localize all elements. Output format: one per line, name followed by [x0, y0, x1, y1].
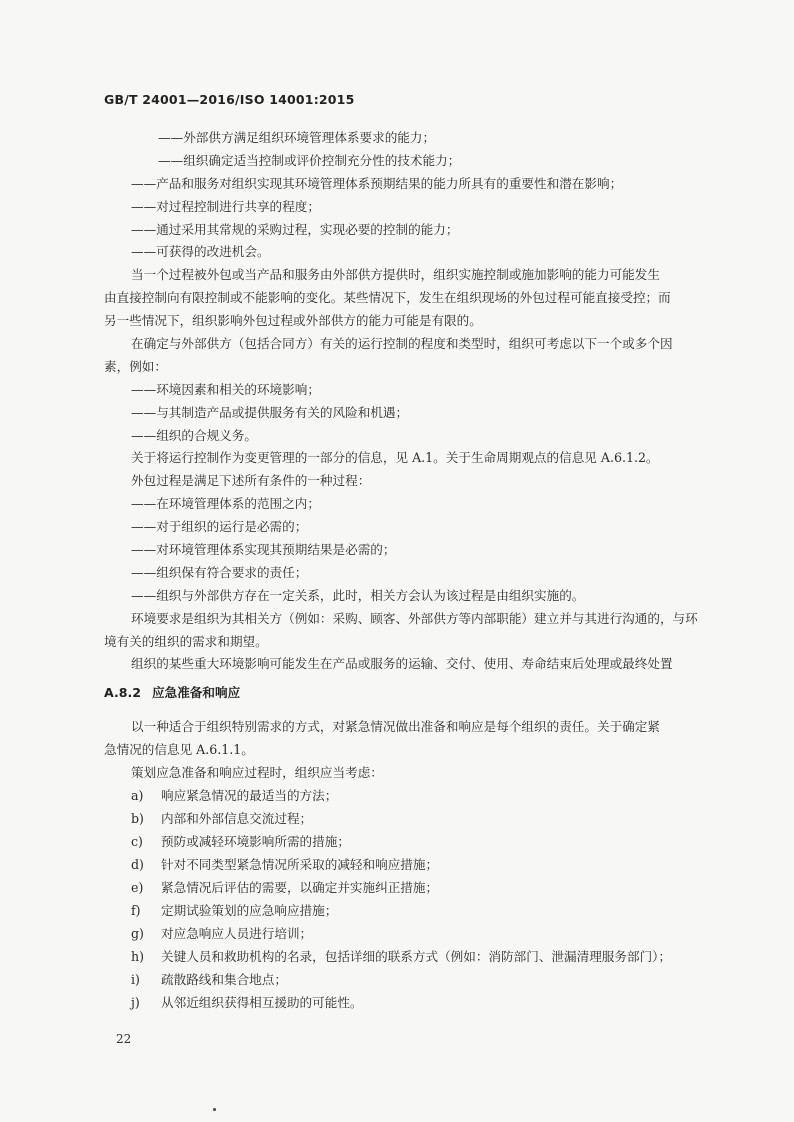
text-line: 另一些情况下，组织影响外包过程或外部供方的能力可能是有限的。 [104, 313, 482, 328]
list-item [131, 855, 438, 875]
text-line: ——在环境管理体系的范围之内； [131, 496, 320, 511]
text-line: ——与其制造产品或提供服务有关的风险和机遇； [131, 405, 409, 420]
text-line: 以一种适合于组织特别需求的方式，对紧急情况做出准备和响应是每个组织的责任。关于确定紧 [131, 719, 660, 734]
text-line: ——外部供方满足组织环境管理体系要求的能力； [158, 130, 436, 145]
text-line: ——对过程控制进行共享的程度； [131, 199, 320, 214]
scan-speck [213, 1108, 216, 1111]
list-marker: f) [131, 903, 141, 918]
list-item [131, 947, 671, 967]
section-number: A.8.2 [104, 685, 142, 700]
list-marker: j) [131, 995, 140, 1010]
page-number: 22 [116, 1032, 132, 1046]
list-item-text: 内部和外部信息交流过程； [161, 811, 313, 826]
list-item [131, 901, 337, 921]
text-line: 外包过程是满足下述所有条件的一种过程： [131, 473, 371, 488]
list-item-text: 定期试验策划的应急响应措施； [161, 903, 338, 918]
text-line: 在确定与外部供方（包括合同方）有关的运行控制的程度和类型时，组织可考虑以下一个或多个因 [131, 336, 673, 351]
list-item [131, 786, 337, 806]
text-line: 急情况的信息见 A.6.1.1。 [104, 742, 254, 757]
list-marker: i) [131, 972, 140, 987]
list-item-text: 预防或减轻环境影响所需的措施； [161, 834, 350, 849]
section-heading [104, 682, 240, 701]
text-line: 素，例如： [104, 359, 167, 374]
list-item-text: 疏散路线和集合地点； [161, 972, 287, 987]
text-line: ——产品和服务对组织实现其环境管理体系预期结果的能力所具有的重要性和潜在影响； [131, 176, 623, 191]
text-line: ——环境因素和相关的环境影响； [131, 382, 320, 397]
list-item-text: 响应紧急情况的最适当的方法； [161, 788, 338, 803]
list-marker: b) [131, 811, 144, 826]
list-item [131, 878, 438, 898]
text-line: ——对于组织的运行是必需的； [131, 519, 308, 534]
list-marker: c) [131, 834, 143, 849]
text-line: 境有关的组织的需求和期望。 [104, 634, 268, 649]
standard-header: GB/T 24001—2016/ISO 14001:2015 [104, 92, 355, 107]
list-item-text: 对应急响应人员进行培训； [161, 926, 313, 941]
list-item [131, 924, 312, 944]
text-line: ——对环境管理体系实现其预期结果是必需的； [131, 542, 396, 557]
text-line: 组织的某些重大环境影响可能发生在产品或服务的运输、交付、使用、寿命结束后处理或最终处置 [131, 656, 673, 671]
section-title: 应急准备和响应 [152, 685, 241, 700]
list-marker: d) [131, 857, 144, 872]
list-item-text: 紧急情况后评估的需要，以确定并实施纠正措施； [161, 880, 439, 895]
text-line: ——通过采用其常规的采购过程，实现必要的控制的能力； [131, 222, 459, 237]
list-item [131, 970, 287, 990]
text-line: 关于将运行控制作为变更管理的一部分的信息，见 A.1。关于生命周期观点的信息见 A.6.1.2。 [131, 450, 659, 465]
list-item-text: 关键人员和救助机构的名录，包括详细的联系方式（例如：消防部门、泄漏清理服务部门）； [161, 949, 672, 964]
list-marker: e) [131, 880, 144, 895]
text-line: ——可获得的改进机会。 [131, 244, 270, 259]
text-line: 环境要求是组织为其相关方（例如：采购、顾客、外部供方等内部职能）建立并与其进行沟通的，与环 [131, 611, 698, 626]
text-line: ——组织的合规义务。 [131, 428, 257, 443]
text-line: 当一个过程被外包或当产品和服务由外部供方提供时，组织实施控制或施加影响的能力可能发生 [131, 267, 660, 282]
text-line: 由直接控制向有限控制或不能影响的变化。某些情况下，发生在组织现场的外包过程可能直接受控；而 [104, 290, 671, 305]
list-item-text: 从邻近组织获得相互援助的可能性。 [161, 995, 363, 1010]
text-line: ——组织保有符合要求的责任； [131, 565, 308, 580]
list-marker: h) [131, 949, 145, 964]
text-line: ——组织与外部供方存在一定关系，此时，相关方会认为该过程是由组织实施的。 [131, 588, 585, 603]
list-marker: g) [131, 926, 144, 941]
list-item [131, 832, 350, 852]
list-item [131, 809, 312, 829]
list-marker: a) [131, 788, 144, 803]
list-item-text: 针对不同类型紧急情况所采取的减轻和响应措施； [161, 857, 439, 872]
text-line: 策划应急准备和响应过程时，组织应当考虑： [131, 765, 383, 780]
list-item [131, 993, 363, 1013]
text-line: ——组织确定适当控制或评价控制充分性的技术能力； [158, 153, 461, 168]
